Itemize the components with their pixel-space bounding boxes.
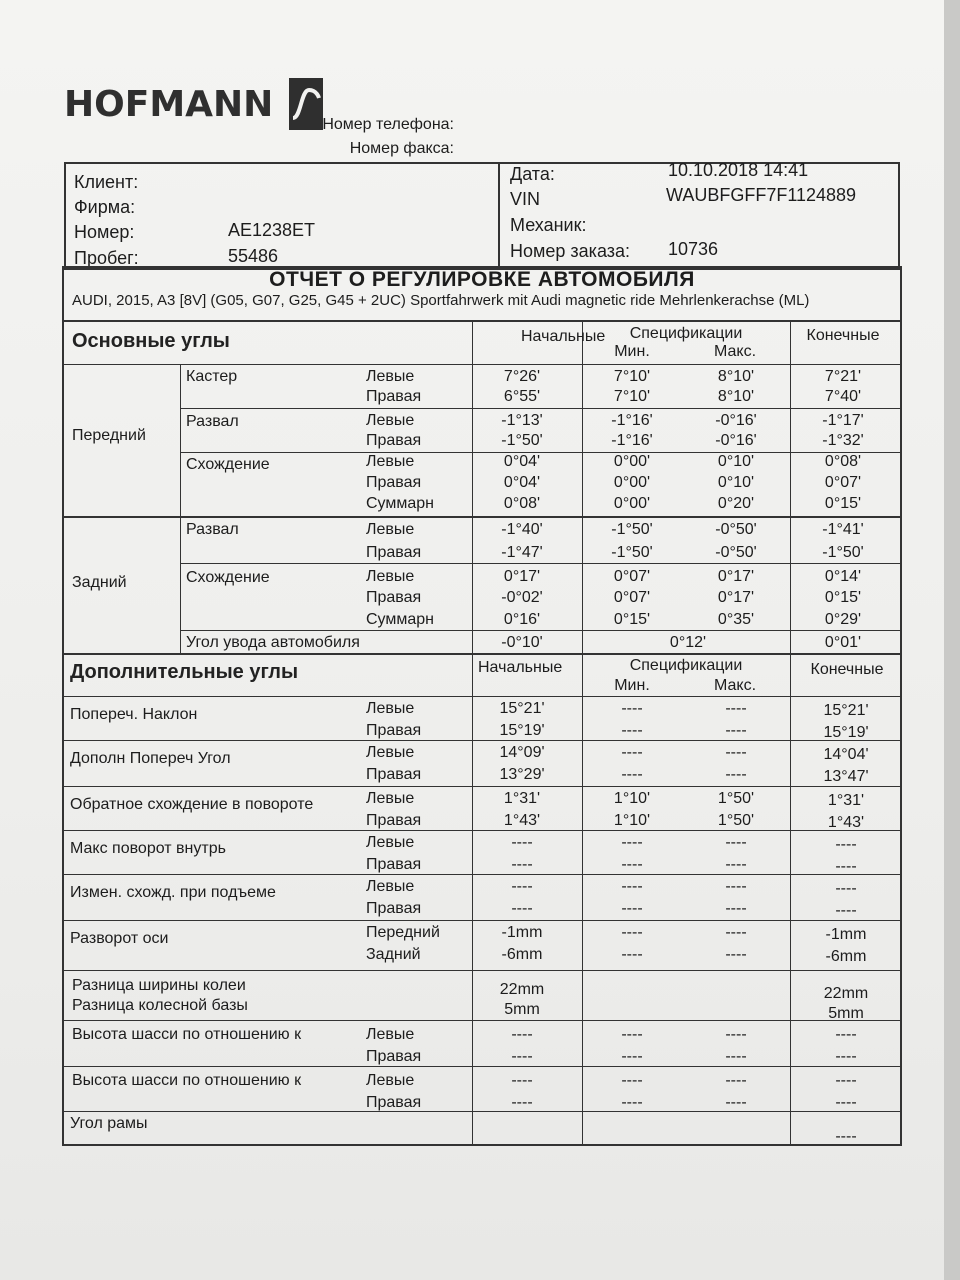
initial-value: ----: [511, 878, 533, 895]
side-label: Левые: [366, 412, 415, 429]
spec-max-value: ----: [725, 900, 747, 917]
spec-min-value: ----: [621, 744, 643, 761]
row-divider: [62, 516, 902, 518]
final-value: 14°04': [823, 746, 869, 763]
spec-min-value: 0°07': [613, 589, 651, 606]
caster-label: Кастер: [186, 368, 238, 385]
thrust-final: 0°01': [824, 634, 862, 651]
final-value: -1mm: [825, 926, 867, 943]
track-width-final: 22mm: [823, 985, 869, 1002]
final-value: 15°21': [823, 702, 869, 719]
extra-row-label: Попереч. Наклон: [70, 706, 198, 723]
side-label: Левые: [366, 1026, 415, 1043]
spec-min-value: 0°07': [613, 568, 651, 585]
initial-value: -6mm: [501, 946, 543, 963]
initial-value: 0°04': [503, 474, 541, 491]
side-label: Левые: [366, 700, 415, 717]
side-label: Правая: [366, 766, 422, 783]
extra-angles-title: Дополнительные углы: [70, 661, 299, 683]
side-label: Левые: [366, 368, 415, 385]
extra-spec-header: Спецификации: [629, 657, 743, 674]
spec-max-value: 0°20': [717, 495, 755, 512]
side-label: Правая: [366, 856, 422, 873]
thrust-spec: 0°12': [669, 634, 707, 651]
wheelbase-initial: 5mm: [504, 1001, 540, 1018]
extra-row-label: Разворот оси: [70, 930, 169, 947]
side-label: Левые: [366, 834, 415, 851]
initial-value: ----: [511, 1048, 533, 1065]
initial-value: ----: [511, 900, 533, 917]
row-divider: [62, 1066, 902, 1067]
spec-min-value: -1°16': [611, 432, 653, 449]
initial-value: -1°50': [501, 432, 543, 449]
spec-min-value: 0°00': [613, 495, 651, 512]
final-value: ----: [835, 858, 857, 875]
initial-value: 14°09': [499, 744, 545, 761]
spec-max-value: 8°10': [717, 388, 755, 405]
spec-max-value: -0°16': [715, 432, 757, 449]
final-value: 1°43': [827, 814, 865, 831]
extra-initial-header: Начальные: [478, 659, 563, 676]
row-divider: [62, 364, 902, 365]
initial-value: -0°02': [501, 589, 543, 606]
initial-value: ----: [511, 1026, 533, 1043]
front-toe-label: Схождение: [186, 456, 270, 473]
date-label: Дата:: [510, 164, 555, 184]
spec-max-value: ----: [725, 924, 747, 941]
side-label: Правая: [366, 1048, 422, 1065]
row-divider: [62, 874, 902, 875]
initial-value: ----: [511, 1094, 533, 1111]
rear-camber-label: Развал: [186, 521, 239, 538]
firm-label: Фирма:: [74, 197, 136, 217]
column-divider: [582, 320, 583, 1146]
spec-min-value: 1°10': [613, 790, 651, 807]
row-divider: [62, 970, 902, 971]
spec-min-value: 7°10': [613, 388, 651, 405]
main-spec-header: Спецификации: [629, 325, 743, 342]
side-label: Правая: [366, 388, 422, 405]
mileage-label: Пробег:: [74, 248, 139, 268]
spec-min-value: ----: [621, 878, 643, 895]
side-label: Левые: [366, 453, 415, 470]
mileage-value: 55486: [228, 246, 279, 266]
front-camber-label: Развал: [186, 413, 239, 430]
final-value: -1°41': [822, 521, 864, 538]
spec-min-value: 1°10': [613, 812, 651, 829]
initial-value: 0°16': [503, 611, 541, 628]
final-value: 0°15': [824, 495, 862, 512]
spec-max-value: 8°10': [717, 368, 755, 385]
spec-max-value: ----: [725, 856, 747, 873]
spec-max-value: 0°10': [717, 474, 755, 491]
final-value: ----: [835, 1026, 857, 1043]
spec-min-value: -1°16': [611, 412, 653, 429]
spec-min-value: ----: [621, 924, 643, 941]
final-value: ----: [835, 1094, 857, 1111]
track-width-label: Разница ширины колеи: [72, 977, 246, 994]
spec-max-value: -0°50': [715, 521, 757, 538]
spec-max-value: ----: [725, 700, 747, 717]
column-divider: [472, 320, 473, 1146]
spec-max-value: ----: [725, 722, 747, 739]
side-label: Левые: [366, 568, 415, 585]
final-value: 0°29': [824, 611, 862, 628]
final-value: 0°14': [824, 568, 862, 585]
spec-max-value: -0°16': [715, 412, 757, 429]
spec-max-value: ----: [725, 744, 747, 761]
fax-label: Номер факса:: [349, 140, 454, 157]
report-title: ОТЧЕТ О РЕГУЛИРОВКЕ АВТОМОБИЛЯ: [269, 268, 695, 291]
main-final-header: Конечные: [806, 327, 880, 344]
client-label: Клиент:: [74, 172, 139, 192]
final-value: ----: [835, 836, 857, 853]
side-label: Левые: [366, 521, 415, 538]
side-label: Суммарн: [366, 495, 435, 512]
desk-edge: [944, 0, 960, 1280]
order-label: Номер заказа:: [510, 241, 631, 261]
spec-min-value: 0°00': [613, 453, 651, 470]
initial-value: 1°31': [503, 790, 541, 807]
spec-max-value: 0°35': [717, 611, 755, 628]
final-value: 7°21': [824, 368, 862, 385]
initial-value: 1°43': [503, 812, 541, 829]
spec-min-value: ----: [621, 700, 643, 717]
final-value: 15°19': [823, 724, 869, 741]
spec-max-value: 0°17': [717, 589, 755, 606]
final-value: ----: [835, 1048, 857, 1065]
brand-name: HOFMANN: [64, 83, 274, 125]
row-divider: [180, 630, 902, 631]
spec-max-value: ----: [725, 834, 747, 851]
spec-max-value: ----: [725, 1026, 747, 1043]
phone-label: Номер телефона:: [322, 116, 454, 133]
vehicle-description: AUDI, 2015, A3 [8V] (G05, G07, G25, G45 + 2UC) Sportfahrwerk mit Audi magnetic ride Mehrlenkerachse (ML): [72, 292, 810, 309]
row-divider: [62, 653, 902, 655]
spec-max-value: ----: [725, 878, 747, 895]
spec-min-value: 0°15': [613, 611, 651, 628]
final-value: 13°47': [823, 768, 869, 785]
final-value: ----: [835, 1072, 857, 1089]
extra-row-label: Дополн Попереч Угол: [70, 750, 231, 767]
spec-min-value: 7°10': [613, 368, 651, 385]
initial-value: 15°21': [499, 700, 545, 717]
spec-min-value: ----: [621, 722, 643, 739]
extra-row-label: Измен. схожд. при подъеме: [70, 884, 276, 901]
mechanic-label: Механик:: [510, 215, 587, 235]
vin-label: VIN: [510, 189, 541, 209]
row-divider: [62, 920, 902, 921]
extra-max-header: Макс.: [713, 677, 757, 694]
spec-min-value: ----: [621, 1072, 643, 1089]
track-width-initial: 22mm: [499, 981, 545, 998]
final-value: 0°15': [824, 589, 862, 606]
extra-row-label: Обратное схождение в повороте: [70, 796, 314, 813]
date-value: 10.10.2018 14:41: [668, 160, 809, 180]
initial-value: 13°29': [499, 766, 545, 783]
side-label: Передний: [366, 924, 440, 941]
row-divider: [62, 830, 902, 831]
side-label: Правая: [366, 722, 422, 739]
initial-value: 0°17': [503, 568, 541, 585]
side-label: Правая: [366, 812, 422, 829]
side-label: Суммарн: [366, 611, 435, 628]
header-divider: [498, 162, 500, 270]
spec-max-value: 0°17': [717, 568, 755, 585]
vin-value: WAUBFGFF7F1124889: [666, 185, 857, 205]
thrust-initial: -0°10': [501, 634, 543, 651]
side-label: Правая: [366, 432, 422, 449]
row-divider: [180, 563, 902, 564]
side-label: Правая: [366, 544, 422, 561]
row-divider: [62, 696, 902, 697]
spec-max-value: ----: [725, 946, 747, 963]
side-label: Левые: [366, 790, 415, 807]
spec-min-value: ----: [621, 946, 643, 963]
spec-min-value: ----: [621, 900, 643, 917]
initial-value: 15°19': [499, 722, 545, 739]
side-label: Правая: [366, 1094, 422, 1111]
column-divider: [790, 320, 791, 1146]
spec-min-value: ----: [621, 856, 643, 873]
main-min-header: Мин.: [614, 343, 650, 360]
spec-max-value: ----: [725, 1072, 747, 1089]
initial-value: ----: [511, 856, 533, 873]
spec-min-value: ----: [621, 1048, 643, 1065]
extra-final-header: Конечные: [810, 661, 884, 678]
row-divider: [62, 786, 902, 787]
wheelbase-label: Разница колесной базы: [72, 997, 248, 1014]
side-label: Правая: [366, 900, 422, 917]
side-label: Задний: [366, 946, 421, 963]
extra-min-header: Мин.: [614, 677, 650, 694]
spec-min-value: ----: [621, 834, 643, 851]
row-divider: [180, 452, 902, 453]
final-value: 7°40': [824, 388, 862, 405]
initial-value: -1°13': [501, 412, 543, 429]
initial-value: ----: [511, 1072, 533, 1089]
spec-max-value: 1°50': [717, 812, 755, 829]
side-label: Левые: [366, 1072, 415, 1089]
rear-axle-label: Задний: [72, 574, 127, 591]
spec-max-value: ----: [725, 766, 747, 783]
side-label: Правая: [366, 474, 422, 491]
final-value: 0°08': [824, 453, 862, 470]
spec-min-value: ----: [621, 766, 643, 783]
front-axle-label: Передний: [72, 427, 146, 444]
spec-max-value: ----: [725, 1048, 747, 1065]
initial-value: -1°40': [501, 521, 543, 538]
initial-value: -1°47': [501, 544, 543, 561]
final-value: -1°32': [822, 432, 864, 449]
spec-max-value: 1°50': [717, 790, 755, 807]
initial-value: 0°08': [503, 495, 541, 512]
number-label: Номер:: [74, 222, 135, 242]
spec-min-value: ----: [621, 1026, 643, 1043]
spec-min-value: -1°50': [611, 544, 653, 561]
main-angles-title: Основные углы: [72, 330, 230, 352]
final-value: ----: [835, 880, 857, 897]
thrust-angle-label: Угол увода автомобиля: [186, 634, 360, 651]
side-label: Правая: [366, 589, 422, 606]
extra-row-label: Макс поворот внутрь: [70, 840, 226, 857]
row-divider: [62, 1020, 902, 1021]
spec-min-value: 0°00': [613, 474, 651, 491]
main-max-header: Макс.: [713, 343, 757, 360]
side-label: Левые: [366, 878, 415, 895]
wheelbase-final: 5mm: [828, 1005, 864, 1022]
column-divider: [180, 364, 181, 653]
rear-toe-label: Схождение: [186, 569, 270, 586]
main-initial-header: Начальные: [521, 328, 606, 345]
spec-max-value: -0°50': [715, 544, 757, 561]
spec-min-value: -1°50': [611, 521, 653, 538]
order-value: 10736: [668, 239, 719, 259]
side-label: Левые: [366, 744, 415, 761]
initial-value: -1mm: [501, 924, 543, 941]
final-value: -1°50': [822, 544, 864, 561]
number-value: AE1238ET: [228, 220, 316, 240]
row-divider: [62, 320, 902, 322]
extra-row-label: Высота шасси по отношению к: [72, 1072, 302, 1089]
initial-value: 6°55': [503, 388, 541, 405]
frame-angle-final: ----: [835, 1128, 857, 1145]
row-divider: [180, 408, 902, 409]
initial-value: 0°04': [503, 453, 541, 470]
extra-row-label: Высота шасси по отношению к: [72, 1026, 302, 1043]
final-value: 1°31': [827, 792, 865, 809]
final-value: -6mm: [825, 948, 867, 965]
spec-max-value: 0°10': [717, 453, 755, 470]
frame-angle-label: Угол рамы: [70, 1115, 148, 1132]
spec-min-value: ----: [621, 1094, 643, 1111]
initial-value: 7°26': [503, 368, 541, 385]
row-divider: [62, 740, 902, 741]
initial-value: ----: [511, 834, 533, 851]
spec-max-value: ----: [725, 1094, 747, 1111]
final-value: ----: [835, 902, 857, 919]
final-value: 0°07': [824, 474, 862, 491]
final-value: -1°17': [822, 412, 864, 429]
row-divider: [62, 1111, 902, 1112]
